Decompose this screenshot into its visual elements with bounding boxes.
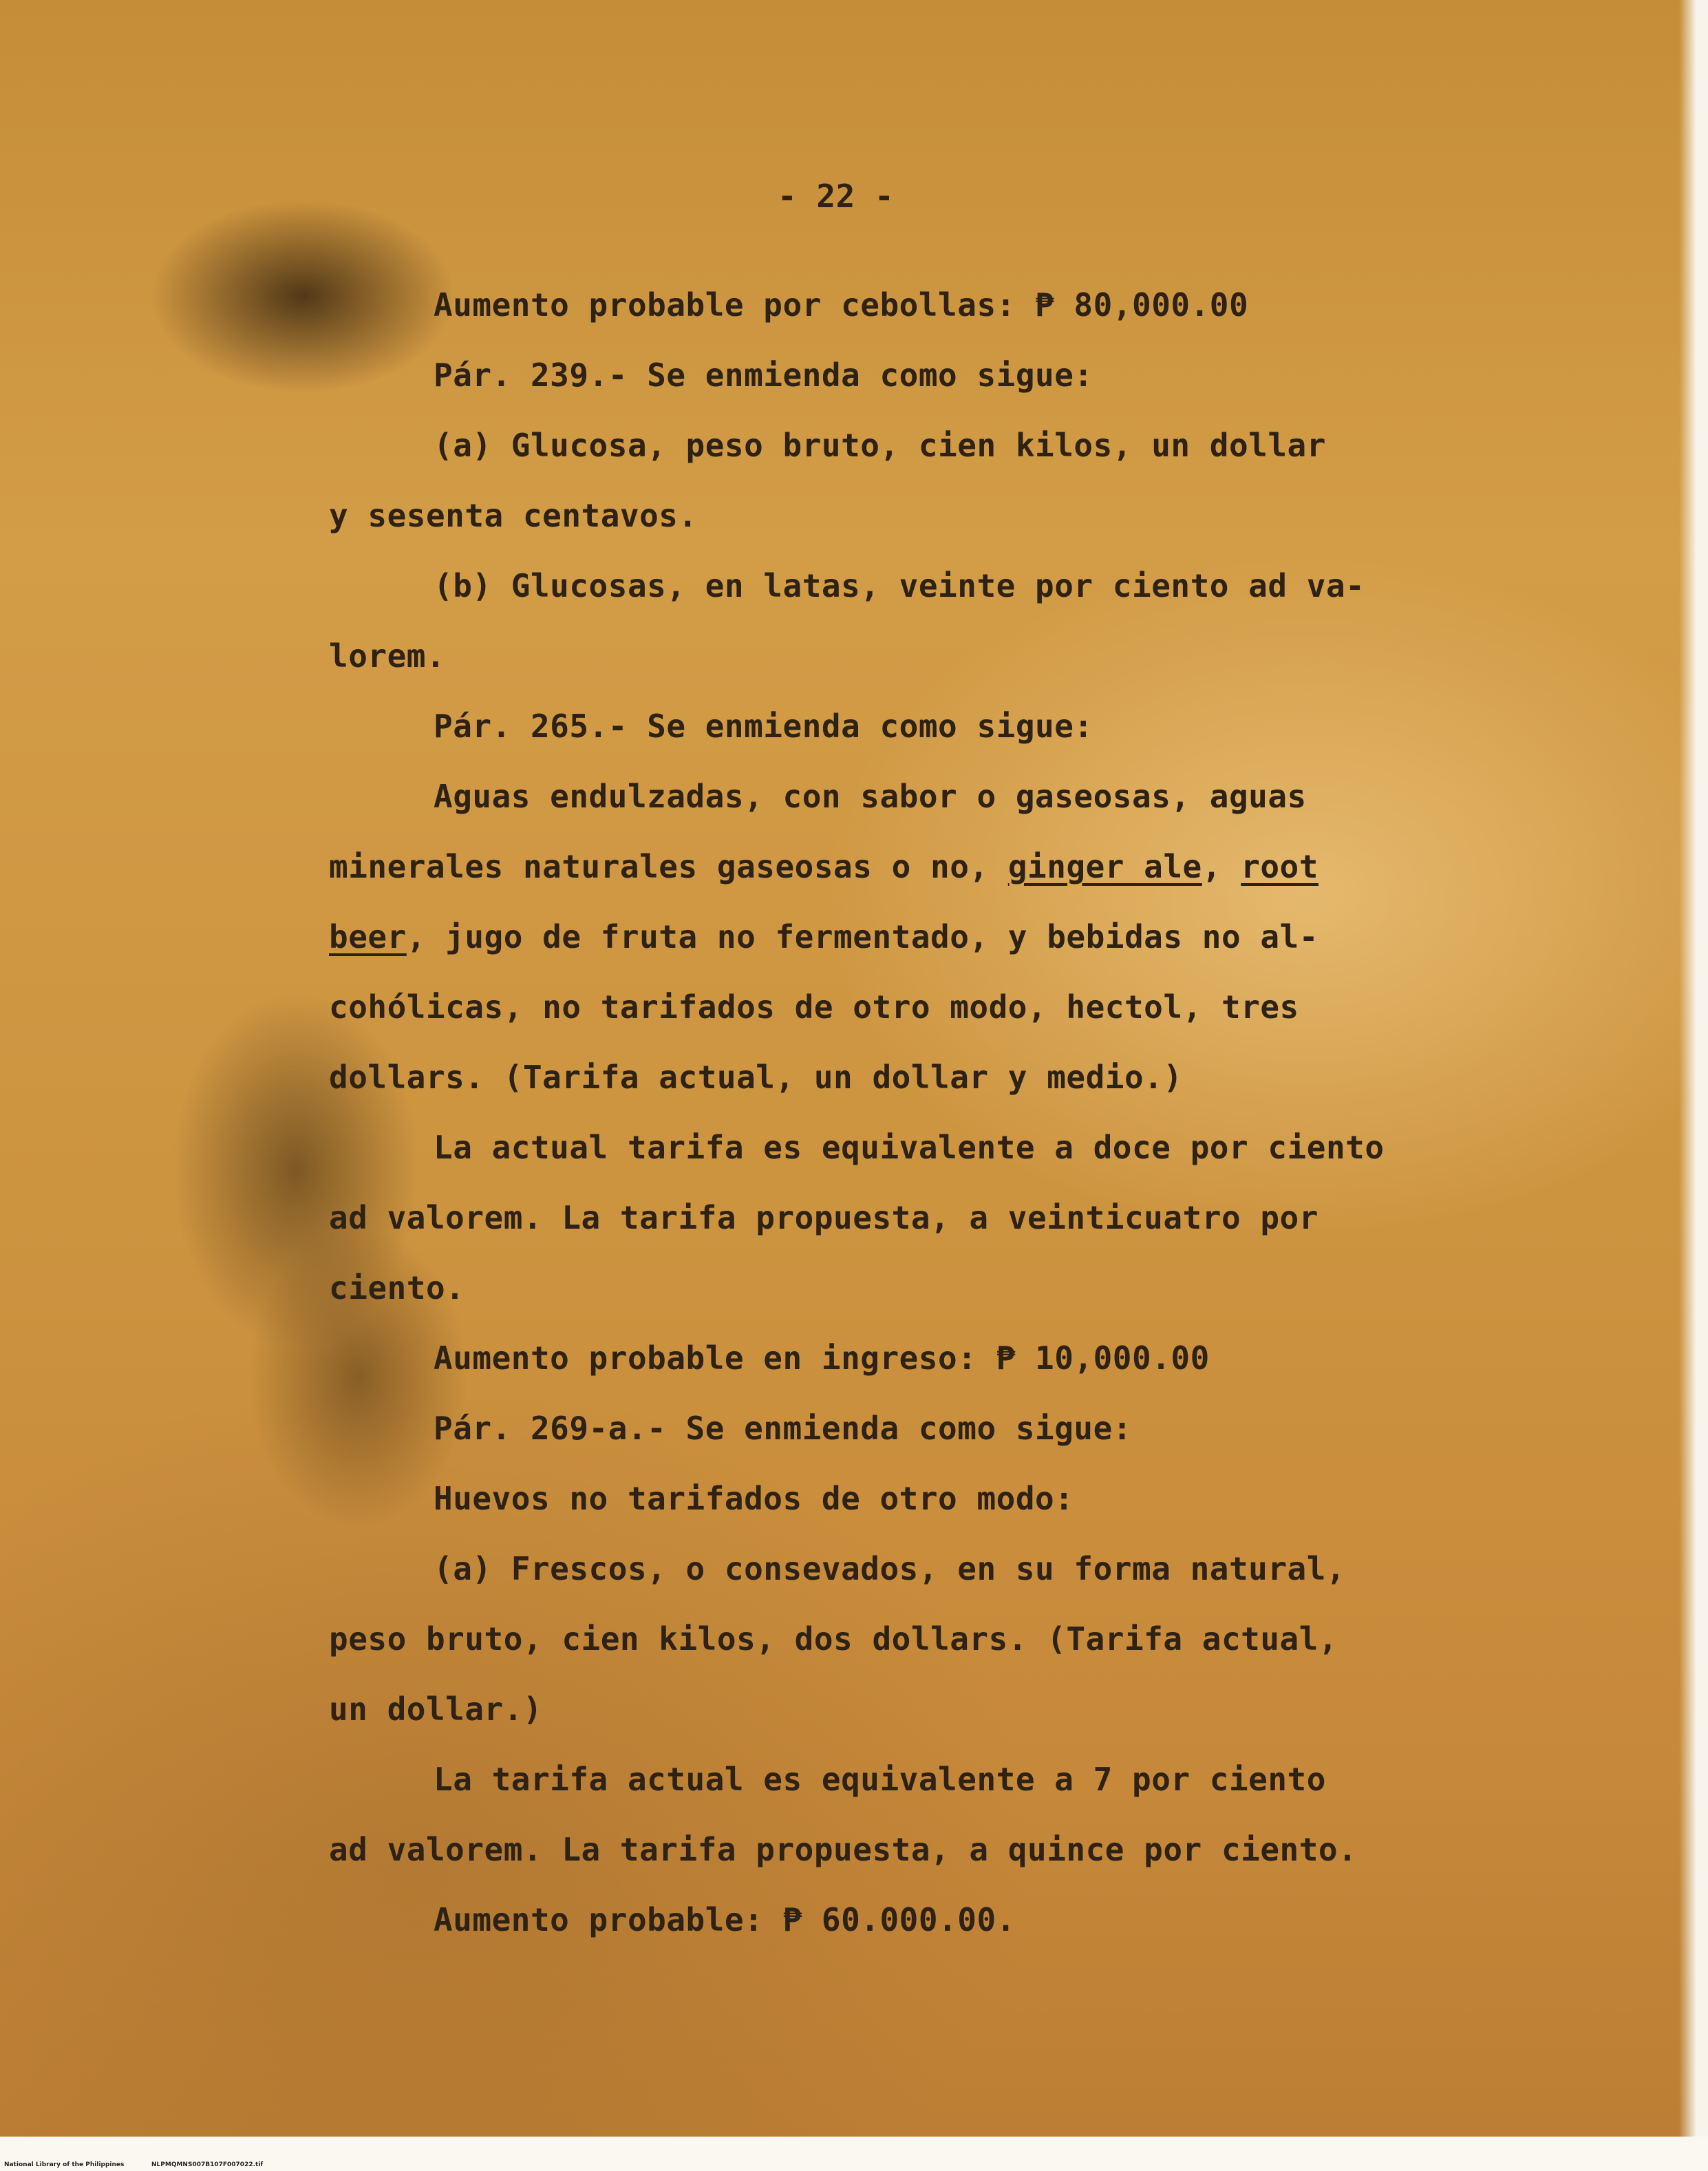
text-line: Aguas endulzadas, con sabor o gaseosas, aguas (434, 778, 1307, 815)
text-line: ad valorem. La tarifa propuesta, a quince por ciento. (329, 1831, 1358, 1868)
text-line: y sesenta centavos. (329, 497, 698, 534)
text-line: (a) Frescos, o consevados, en su forma natural, (434, 1550, 1346, 1587)
text-line: Pár. 239.- Se enmienda como sigue: (434, 357, 1093, 394)
text-line: Huevos no tarifados de otro modo: (434, 1480, 1074, 1517)
underlined-term: ginger ale (1007, 848, 1202, 885)
text-line: Aumento probable: ₱ 60.000.00. (434, 1901, 1016, 1938)
text-line: Aumento probable en ingreso: ₱ 10,000.00 (434, 1339, 1210, 1377)
underlined-term: root (1241, 848, 1319, 885)
text-line: peso bruto, cien kilos, dos dollars. (Tarifa actual, (329, 1620, 1338, 1658)
page-number: - 22 - (778, 178, 895, 215)
text-line: un dollar.) (329, 1691, 543, 1728)
text-line: Aumento probable por cebollas: ₱ 80,000.00 (434, 286, 1249, 324)
text-line: Pár. 265.- Se enmienda como sigue: (434, 708, 1093, 745)
text-line: dollars. (Tarifa actual, un dollar y medio.) (329, 1059, 1183, 1096)
text-line: (a) Glucosa, peso bruto, cien kilos, un dollar (434, 427, 1326, 464)
footer-file-label: NLPMQMNS007B107F007022.tif (151, 2161, 264, 2168)
text-line: La actual tarifa es equivalente a doce por ciento (434, 1129, 1385, 1166)
footer-library-label: National Library of the Philippines (4, 2161, 125, 2168)
text-line: ad valorem. La tarifa propuesta, a veinticuatro por (329, 1199, 1319, 1236)
text-line (329, 918, 1319, 955)
text-line: (b) Glucosas, en latas, veinte por ciento ad va- (434, 567, 1365, 604)
text-line: ciento. (329, 1269, 465, 1306)
text-segment: minerales naturales gaseosas o no, (329, 848, 1008, 885)
text-line: cohólicas, no tarifados de otro modo, hectol, tres (329, 988, 1299, 1026)
text-line (329, 848, 1319, 885)
text-segment: , (1202, 848, 1241, 885)
text-segment: , jugo de fruta no fermentado, y bebidas no al- (406, 918, 1319, 955)
underlined-term: beer (329, 918, 407, 955)
text-line: La tarifa actual es equivalente a 7 por ciento (434, 1761, 1326, 1798)
text-line: Pár. 269-a.- Se enmienda como sigue: (434, 1410, 1132, 1447)
text-line: lorem. (329, 637, 446, 675)
